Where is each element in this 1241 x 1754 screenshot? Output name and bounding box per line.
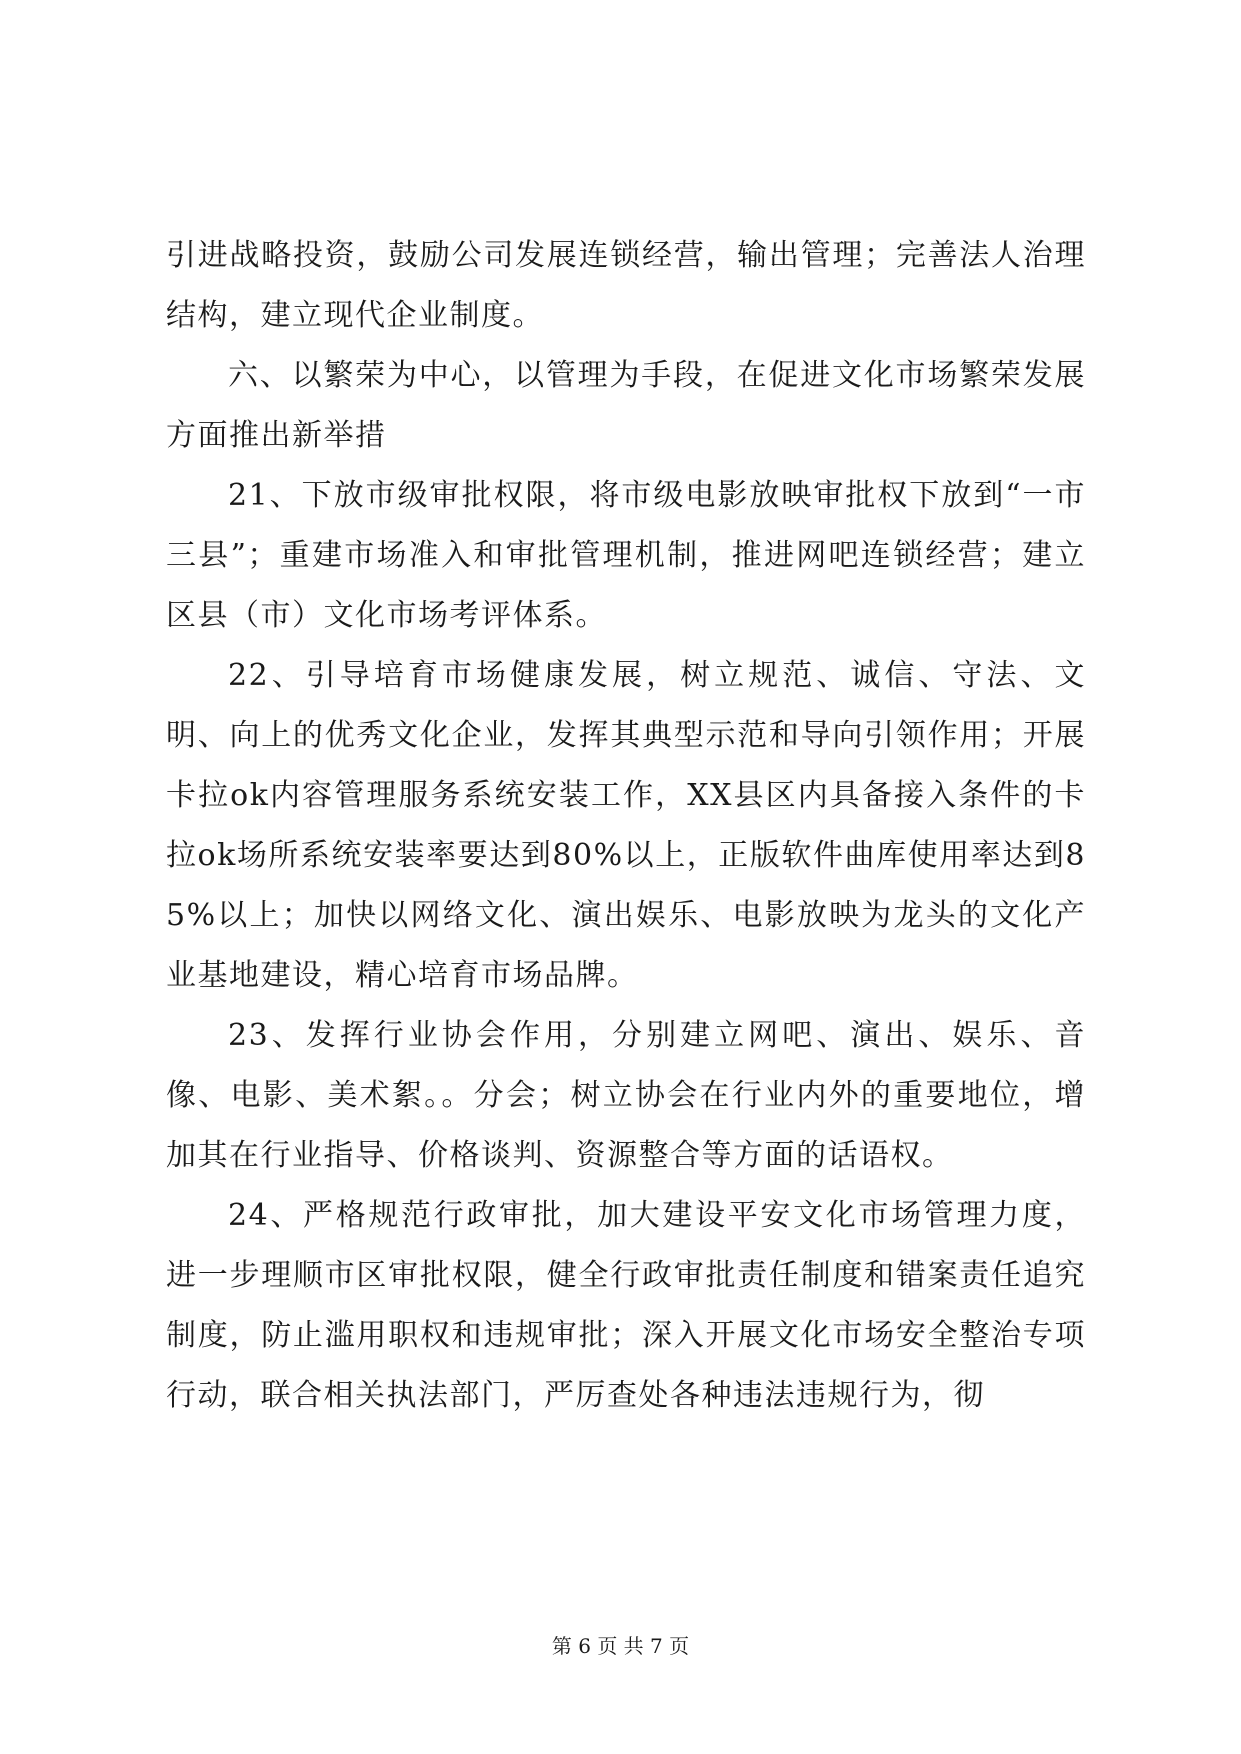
page-footer: 第 6 页 共 7 页: [551, 1634, 690, 1658]
section-heading-6: 六、以繁荣为中心，以管理为手段，在促进文化市场繁荣发展方面推出新举措: [166, 358, 1086, 453]
paragraph-continuation: 引进战略投资，鼓励公司发展连锁经营，输出管理；完善法人治理结构，建立现代企业制度。: [166, 238, 1086, 333]
paragraph-item-22: 22、引导培育市场健康发展，树立规范、诚信、守法、文明、向上的优秀文化企业，发挥其典型示范和导向引领作用；开展卡拉ok内容管理服务系统安装工作，XX县区内具备接入条件的卡拉ok场所系统安装率要达到80%以上，正版软件曲库使用率达到85%以上；加快以网络文化、演出娱乐、电影放映为龙头的文化产业基地建设，精心培育市场品牌。: [166, 658, 1086, 993]
document-body: [166, 226, 1086, 1426]
paragraph-item-23: 23、发挥行业协会作用，分别建立网吧、演出、娱乐、音像、电影、美术絮。。分会；树立协会在行业内外的重要地位，增加其在行业指导、价格谈判、资源整合等方面的话语权。: [166, 1018, 1086, 1173]
paragraph-item-21: 21、下放市级审批权限，将市级电影放映审批权下放到“一市三县”；重建市场准入和审批管理机制，推进网吧连锁经营；建立区县（市）文化市场考评体系。: [166, 478, 1086, 633]
paragraph-item-24: 24、严格规范行政审批，加大建设平安文化市场管理力度，进一步理顺市区审批权限，健全行政审批责任制度和错案责任追究制度，防止滥用职权和违规审批；深入开展文化市场安全整治专项行动，联合相关执法部门，严厉查处各种违法违规行为，彻: [166, 1198, 1086, 1413]
